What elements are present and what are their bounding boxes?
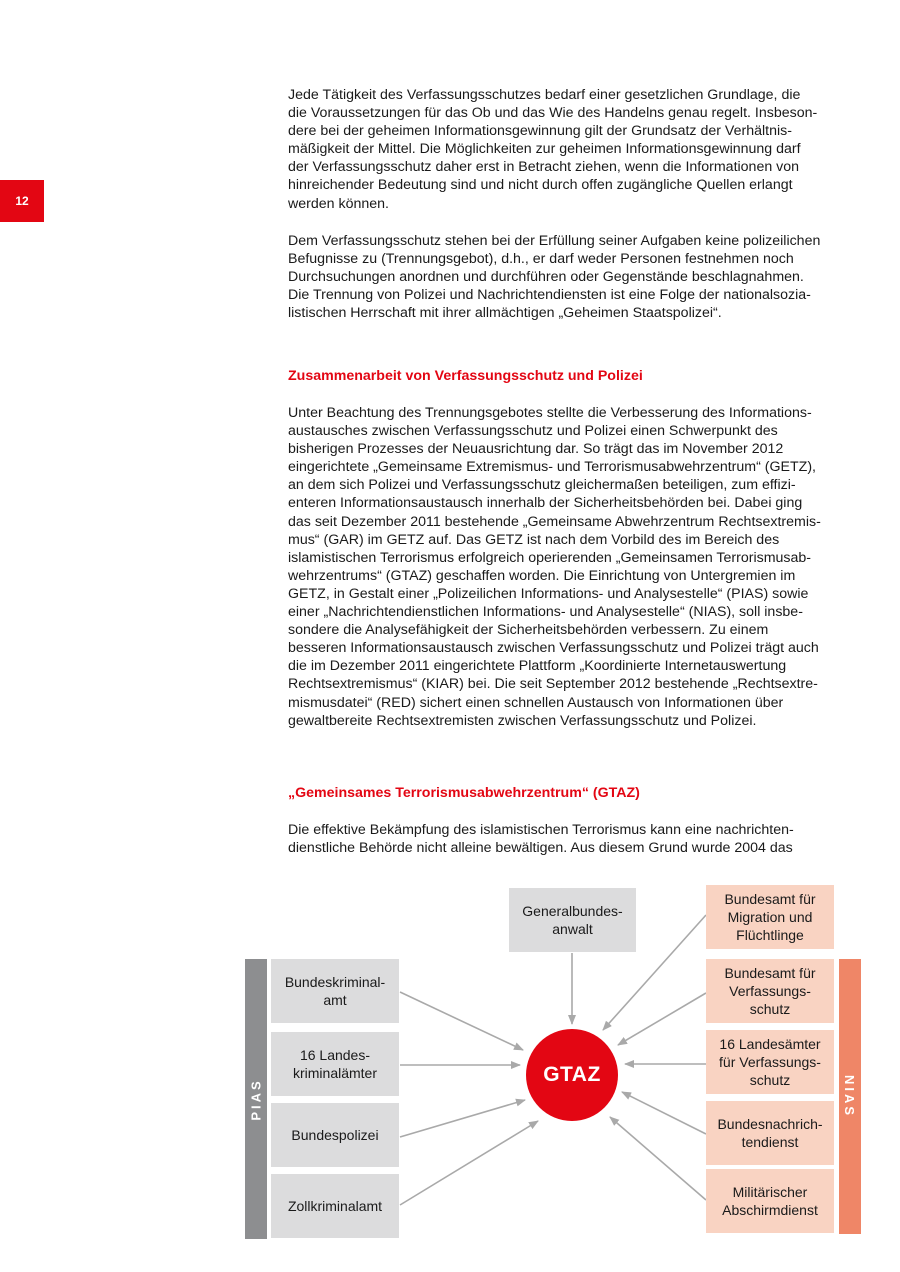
arrow-bka (400, 992, 523, 1050)
node-bnd: Bundesnachrich- tendienst (706, 1101, 834, 1165)
nias-bar (839, 959, 861, 1234)
nias-label: NIAS (842, 1074, 858, 1119)
section-heading-cooperation: Zusammenarbeit von Verfassungsschutz und Polizei (288, 368, 643, 384)
node-zollkriminalamt: Zollkriminalamt (271, 1174, 399, 1238)
paragraph-cooperation: Unter Beachtung des Trennungsgebotes stellte die Verbesserung des Informations- austausches zwischen Verfassungsschutz und Polizei einen Schwerpunkt des bisherigen Prozesses der Neuausrichtung dar. So trägt das im November 2012 eingerichtete „Gemeinsame Extremismus- und Terrorismusabwehrzentrum“ (GETZ), an dem sich Polizei und Verfassungsschutz gleichermaßen beteiligen, zum effizi- enteren Informationsaustausch innerhalb der Sicherheitsbehörden bei. Dabei ging das seit Dezember 2011 bestehende „Gemeinsame Abwehrzentrum Rechtsextremis- mus“ (GAR) im GETZ auf. Das GETZ ist nach dem Vorbild des im Bereich des islamistischen Terrorismus erfolgreich operierenden „Gemeinsamen Terrorismusab- wehrzentrums“ (GTAZ) geschaffen worden. Die Einrichtung von Untergremien im GETZ, in Gestalt einer „Polizeilichen Informations- und Analysestelle“ (PIAS) sowie einer „Nachrichtendienstlichen Informations- und Analysestelle“ (NIAS), soll insbe- sondere die Analysefähigkeit der Sicherheitsbehörden verbessern. Zu einem besseren Informationsaustausch zwischen Verfassungsschutz und Polizei trägt auch die im Dezember 2011 eingerichtete Plattform „Koordinierte Internetauswertung Rechtsextremismus“ (KIAR) bei. Die seit September 2012 bestehende „Rechtsextre- mismusdatei“ (RED) sichert einen schnellen Austausch von Informationen über gewaltbereite Rechtsextremisten zwischen Verfassungsschutz und Polizei. (288, 405, 821, 729)
paragraph-legal-basis: Jede Tätigkeit des Verfassungsschutzes bedarf einer gesetzlichen Grundlage, die die Voraussetzungen für das Ob und das Wie des Handelns genau regelt. Insbeson- dere bei der geheimen Informationsgewinnung gilt der Grundsatz der Verhältnis- mäßigkeit der Mittel. Die Möglichkeiten zur geheimen Informationsgewinnung darf der Verfassungsschutz daher erst in Betracht ziehen, wenn die Informationen von hinreichender Bedeutung sind und nicht durch offen zugängliche Quellen erlangt werden können. (288, 87, 818, 212)
page-number: 12 (0, 180, 44, 222)
node-lfv: 16 Landesämter für Verfassungs- schutz (706, 1030, 834, 1094)
paragraph-separation-principle: Dem Verfassungsschutz stehen bei der Erfüllung seiner Aufgaben keine polizeilichen Befugnisse zu (Trennungsgebot), d.h., er darf weder Personen festnehmen noch Durchsuchungen anordnen und durchführen oder Gegenstände beschlagnahmen. Die Trennung von Polizei und Nachrichtendiensten ist eine Folge der nationalsozia- listischen Herrschaft mit ihrer allmächtigen „Geheimen Staatspolizei“. (288, 233, 821, 322)
node-landeskriminalaemter: 16 Landes- kriminalämter (271, 1032, 399, 1096)
gtaz-center: GTAZ (526, 1029, 618, 1121)
arrow-zollkriminalamt (400, 1121, 538, 1205)
arrow-bundespolizei (400, 1100, 525, 1137)
pias-bar (245, 959, 267, 1239)
paragraph-gtaz-intro: Die effektive Bekämpfung des islamistischen Terrorismus kann eine nachrichten- dienstliche Behörde nicht alleine bewältigen. Aus diesem Grund wurde 2004 das (288, 822, 794, 857)
pias-label: PIAS (248, 1077, 264, 1121)
node-mad: Militärischer Abschirmdienst (706, 1169, 834, 1233)
section-heading-gtaz: „Gemeinsames Terrorismusabwehrzentrum“ (GTAZ) (288, 785, 640, 801)
arrow-mad (610, 1117, 706, 1200)
arrow-bfv (618, 993, 706, 1045)
node-bundespolizei: Bundespolizei (271, 1103, 399, 1167)
node-bamf: Bundesamt für Migration und Flüchtlinge (706, 885, 834, 949)
node-bundeskriminalamt: Bundeskriminal- amt (271, 959, 399, 1023)
node-generalbundesanwalt: Generalbundes- anwalt (509, 888, 636, 952)
node-bfv: Bundesamt für Verfassungs- schutz (706, 959, 834, 1023)
arrow-bnd (622, 1092, 706, 1134)
